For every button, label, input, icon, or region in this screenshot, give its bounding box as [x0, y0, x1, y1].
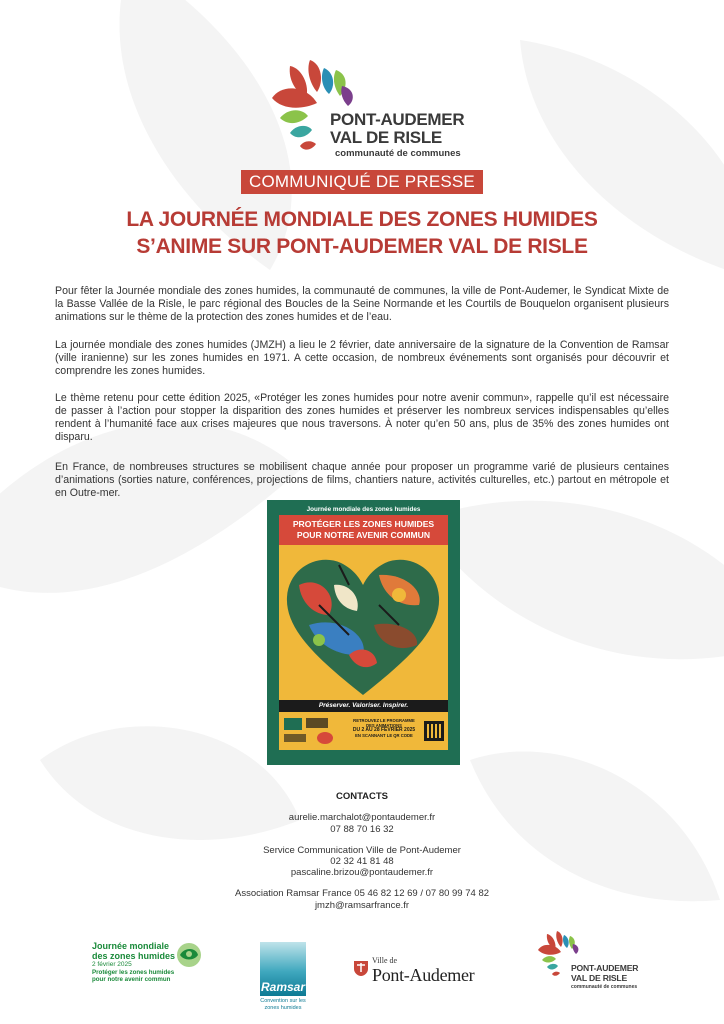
- community-logo-footer: [534, 930, 644, 998]
- body-paragraph-1: Pour fêter la Journée mondiale des zones humides, la communauté de communes, la ville de Pont-Audemer, le Syndicat Mixte de la Basse Vallée de la Risle, le parc régional des Boucles de la Seine Normande et les Courtils de Bouquelon organisent plusieurs animations sur le thème de la protection des zones humides et de l’eau.: [55, 285, 669, 323]
- city-crest-icon: [352, 959, 370, 977]
- poster-slogan: Préserver. Valoriser. Inspirer.: [279, 700, 448, 712]
- ramsar-caption: [260, 998, 306, 1011]
- poster-jmzh-logo: [284, 718, 302, 730]
- poster-title-line-2: POUR NOTRE AVENIR COMMUN: [296, 530, 431, 540]
- poster-artwork: [279, 545, 448, 700]
- contact-email-jmzh: jmzh@ramsarfrance.fr: [314, 900, 410, 911]
- jmzh-tagline-line-1: Protéger les zones humides: [92, 969, 175, 976]
- logo-line-communaute: communauté de communes: [335, 148, 461, 159]
- jmzh-title-line-2: des zones humides: [92, 951, 176, 961]
- poster-info-panel: [279, 712, 448, 750]
- ramsar-logo: [260, 942, 306, 1012]
- poster-pont-audemer-logo: [284, 734, 306, 742]
- contact-phone-service: 02 32 41 81 48: [330, 856, 394, 867]
- ramsar-caption-line-2: zones humides: [264, 1004, 302, 1011]
- jmzh-tagline: [92, 969, 174, 983]
- ville-pont-audemer-logo: [350, 956, 500, 992]
- contact-email-aurelie: aurelie.marchalot@pontaudemer.fr: [288, 812, 436, 823]
- jmzh-date: 2 février 2025: [92, 961, 132, 968]
- jmzh-title: [92, 941, 175, 961]
- poster-info-line-4: EN SCANNANT LE QR CODE: [355, 733, 413, 738]
- body-paragraph-4: En France, de nombreuses structures se mobilisent chaque année pour proposer un programme varié de plusieurs centaines d’animations (sorties nature, conférences, projections de films, chantiers nature, activités culturelles, etc.) partout en métropole et en Outre-mer.: [55, 461, 669, 499]
- footer-logo-line-1: PONT-AUDEMER: [571, 963, 639, 973]
- ville-name: Pont-Audemer: [372, 965, 475, 985]
- logo-line-val-de-risle: VAL DE RISLE: [330, 128, 442, 147]
- poster-title-line-1: PROTÉGER LES ZONES HUMIDES: [292, 519, 435, 529]
- contact-ramsar-france: Association Ramsar France 05 46 82 12 69 / 07 80 99 74 82: [234, 888, 490, 899]
- body-paragraph-3: Le thème retenu pour cette édition 2025, «Protéger les zones humides pour notre avenir commun», rappelle qu’il est nécessaire de passer à l’action pour stopper la disparition des zones humides et préserver les nombreux services indispensables qu’elles rendent à l’humanité face aux crises majeures que nous traversons. À noter qu’en 50 ans, plus de 35% des zones humides ont disparu.: [55, 392, 669, 443]
- footer-logo-line-2: VAL DE RISLE: [571, 973, 628, 983]
- community-logo: [262, 58, 465, 163]
- footer-logo-line-3: communauté de communes: [571, 984, 638, 990]
- body-paragraph-2: La journée mondiale des zones humides (JMZH) a lieu le 2 février, date anniversaire de la signature de la Convention de Ramsar (ville iranienne) sur les zones humides en 1971. A cette occasion, de nombreux événements sont organisés pour découvrir et comprendre les zones humides.: [55, 339, 669, 377]
- jmzh-title-line-1: Journée mondiale: [92, 941, 170, 951]
- ville-prefix: Ville de: [372, 956, 398, 965]
- headline-line-2: S’ANIME SUR PONT-AUDEMER VAL DE RISLE: [136, 235, 588, 258]
- wetland-swirl-icon: [174, 941, 204, 969]
- press-release-badge: COMMUNIQUÉ DE PRESSE: [241, 170, 483, 194]
- contact-phone-aurelie: 07 88 70 16 32: [330, 824, 394, 835]
- logo-line-pont-audemer: PONT-AUDEMER: [330, 110, 465, 129]
- poster-info-text: [349, 718, 419, 738]
- jmzh-logo: [92, 941, 222, 993]
- heart-illustration-icon: [279, 545, 448, 700]
- ramsar-caption-line-1: Convention sur les: [260, 998, 306, 1004]
- poster-info-line-1: RETROUVEZ LE PROGRAMME: [353, 718, 415, 723]
- contacts-heading: CONTACTS: [335, 791, 389, 802]
- poster-info-line-2: DES ANIMATIONS: [366, 723, 402, 728]
- ramsar-name: Ramsar: [260, 980, 306, 994]
- event-poster: [267, 500, 460, 765]
- contact-email-pascaline: pascaline.brizou@pontaudemer.fr: [290, 867, 434, 878]
- poster-partner-logo: [306, 718, 328, 728]
- poster-title-band: [279, 515, 448, 545]
- contact-service-communication: Service Communication Ville de Pont-Audemer: [263, 845, 461, 856]
- qr-code-icon: [424, 721, 444, 741]
- headline-line-1: LA JOURNÉE MONDIALE DES ZONES HUMIDES: [126, 208, 598, 231]
- jmzh-tagline-line-2: pour notre avenir commun: [92, 976, 171, 983]
- poster-top-text: Journée mondiale des zones humides: [306, 506, 421, 513]
- poster-cc-logo: [317, 732, 333, 744]
- poster-info-line-3: DU 2 AU 28 FÉVRIER 2025: [352, 727, 416, 733]
